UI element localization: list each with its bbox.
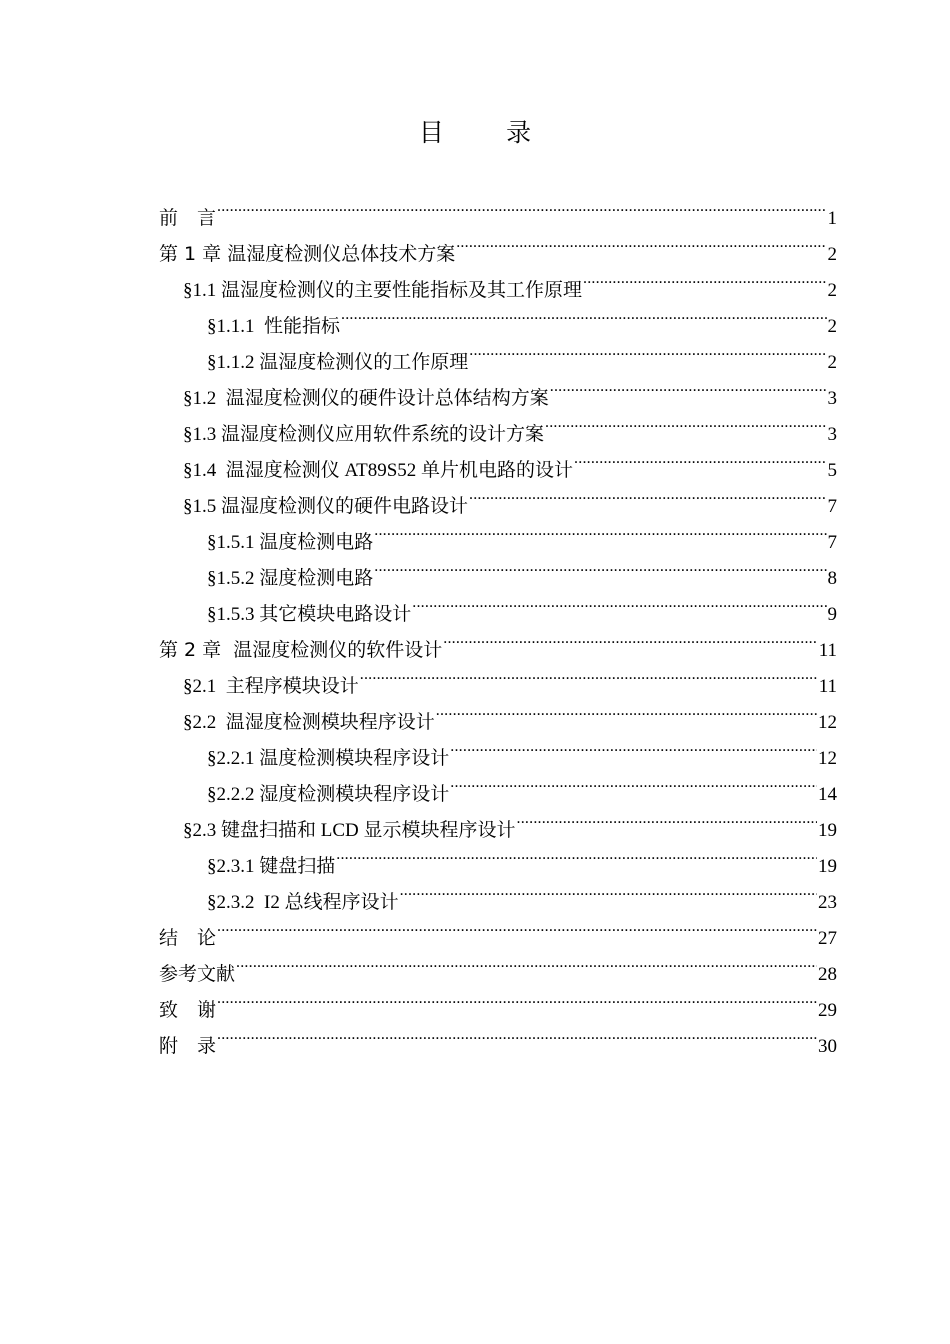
toc-entry-page: 19 (818, 820, 837, 841)
toc-entry-page: 30 (818, 1036, 837, 1057)
toc-entry-label: 第 2 章 温湿度检测仪的软件设计 (159, 639, 443, 661)
dot-leader (374, 512, 826, 548)
dot-leader (217, 1016, 817, 1052)
toc-entry[interactable] (159, 1016, 837, 1057)
dot-leader (336, 836, 817, 872)
toc-entry-page: 27 (818, 928, 837, 949)
dot-leader (469, 332, 826, 368)
toc-entry[interactable] (159, 980, 837, 1021)
toc-entry-label: §1.2 温湿度检测仪的硬件设计总体结构方案 (183, 388, 549, 409)
toc-entry-label: §1.5.2 湿度检测电路 (207, 568, 374, 589)
toc-entry-label: 前 言 (159, 207, 217, 229)
dot-leader (374, 548, 826, 584)
toc-entry-label: §1.1 温湿度检测仪的主要性能指标及其工作原理 (183, 280, 583, 301)
toc-entry[interactable] (159, 944, 837, 985)
dot-leader (217, 908, 817, 944)
toc-entry-label: §1.4 温湿度检测仪 AT89S52 单片机电路的设计 (183, 460, 574, 481)
toc-entry-label: §1.5.1 温度检测电路 (207, 532, 374, 553)
toc-entry-label: §2.3.2 I2 总线程序设计 (207, 892, 399, 913)
toc-entry-page: 19 (818, 856, 837, 877)
dot-leader (550, 368, 827, 404)
toc-entry-label: §2.1 主程序模块设计 (183, 676, 359, 697)
dot-leader (217, 980, 817, 1016)
toc-entry-page: 7 (827, 496, 837, 517)
dot-leader (450, 728, 817, 764)
toc-entry-page: 3 (827, 424, 837, 445)
toc-entry-page: 3 (827, 388, 837, 409)
toc-entry[interactable] (159, 224, 837, 265)
toc-entry-page: 29 (818, 1000, 837, 1021)
toc-entry-page: 14 (818, 784, 837, 805)
dot-leader (450, 764, 817, 800)
dot-leader (360, 656, 818, 692)
toc-entry-label: §1.5.3 其它模块电路设计 (207, 604, 412, 625)
toc-entry-label: 参考文献 (159, 963, 236, 985)
toc-entry-label: 第 1 章 温湿度检测仪总体技术方案 (159, 243, 456, 265)
toc-entry-page: 23 (818, 892, 837, 913)
toc-entry-label: §2.3.1 键盘扫描 (207, 856, 336, 877)
toc-entry-page: 11 (818, 640, 837, 661)
toc-entry-label: 结 论 (159, 927, 217, 949)
toc-entry-label: 附 录 (159, 1035, 217, 1057)
toc-entry-label: §1.5 温湿度检测仪的硬件电路设计 (183, 496, 469, 517)
dot-leader (400, 872, 817, 908)
toc-entry-label: §2.2.2 湿度检测模块程序设计 (207, 784, 450, 805)
toc-entry-page: 5 (827, 460, 837, 481)
dot-leader (436, 692, 817, 728)
dot-leader (545, 404, 826, 440)
dot-leader (517, 800, 817, 836)
toc-entry[interactable] (159, 188, 837, 229)
toc-entry-page: 9 (827, 604, 837, 625)
dot-leader (412, 584, 826, 620)
toc-entry-label: §2.2 温湿度检测模块程序设计 (183, 712, 435, 733)
toc-title: 目 录 (418, 120, 560, 147)
toc-entry-page: 2 (827, 316, 837, 337)
toc-entry-page: 28 (818, 964, 837, 985)
toc-entry-page: 12 (818, 748, 837, 769)
toc-entry-label: §2.3 键盘扫描和 LCD 显示模块程序设计 (183, 820, 516, 841)
dot-leader (443, 620, 817, 656)
toc-entry-page: 7 (827, 532, 837, 553)
toc-entry-page: 1 (827, 208, 837, 229)
toc-entry-label: 致 谢 (159, 999, 217, 1021)
dot-leader (217, 188, 826, 224)
dot-leader (583, 260, 826, 296)
toc-entry-page: 11 (818, 676, 837, 697)
toc-entry-page: 2 (827, 280, 837, 301)
toc-entry-page: 2 (827, 244, 837, 265)
toc-entry-label: §1.1.1 性能指标 (207, 316, 341, 337)
toc-entry-page: 2 (827, 352, 837, 373)
dot-leader (236, 944, 817, 980)
toc-list (159, 188, 837, 1057)
toc-entry[interactable] (159, 908, 837, 949)
toc-entry-page: 12 (818, 712, 837, 733)
toc-entry-label: §1.3 温湿度检测仪应用软件系统的设计方案 (183, 424, 545, 445)
dot-leader (469, 476, 826, 512)
dot-leader (341, 296, 826, 332)
dot-leader (456, 224, 826, 260)
toc-entry-label: §2.2.1 温度检测模块程序设计 (207, 748, 450, 769)
toc-entry-label: §1.1.2 温湿度检测仪的工作原理 (207, 352, 469, 373)
dot-leader (574, 440, 826, 476)
toc-entry-page: 8 (827, 568, 837, 589)
